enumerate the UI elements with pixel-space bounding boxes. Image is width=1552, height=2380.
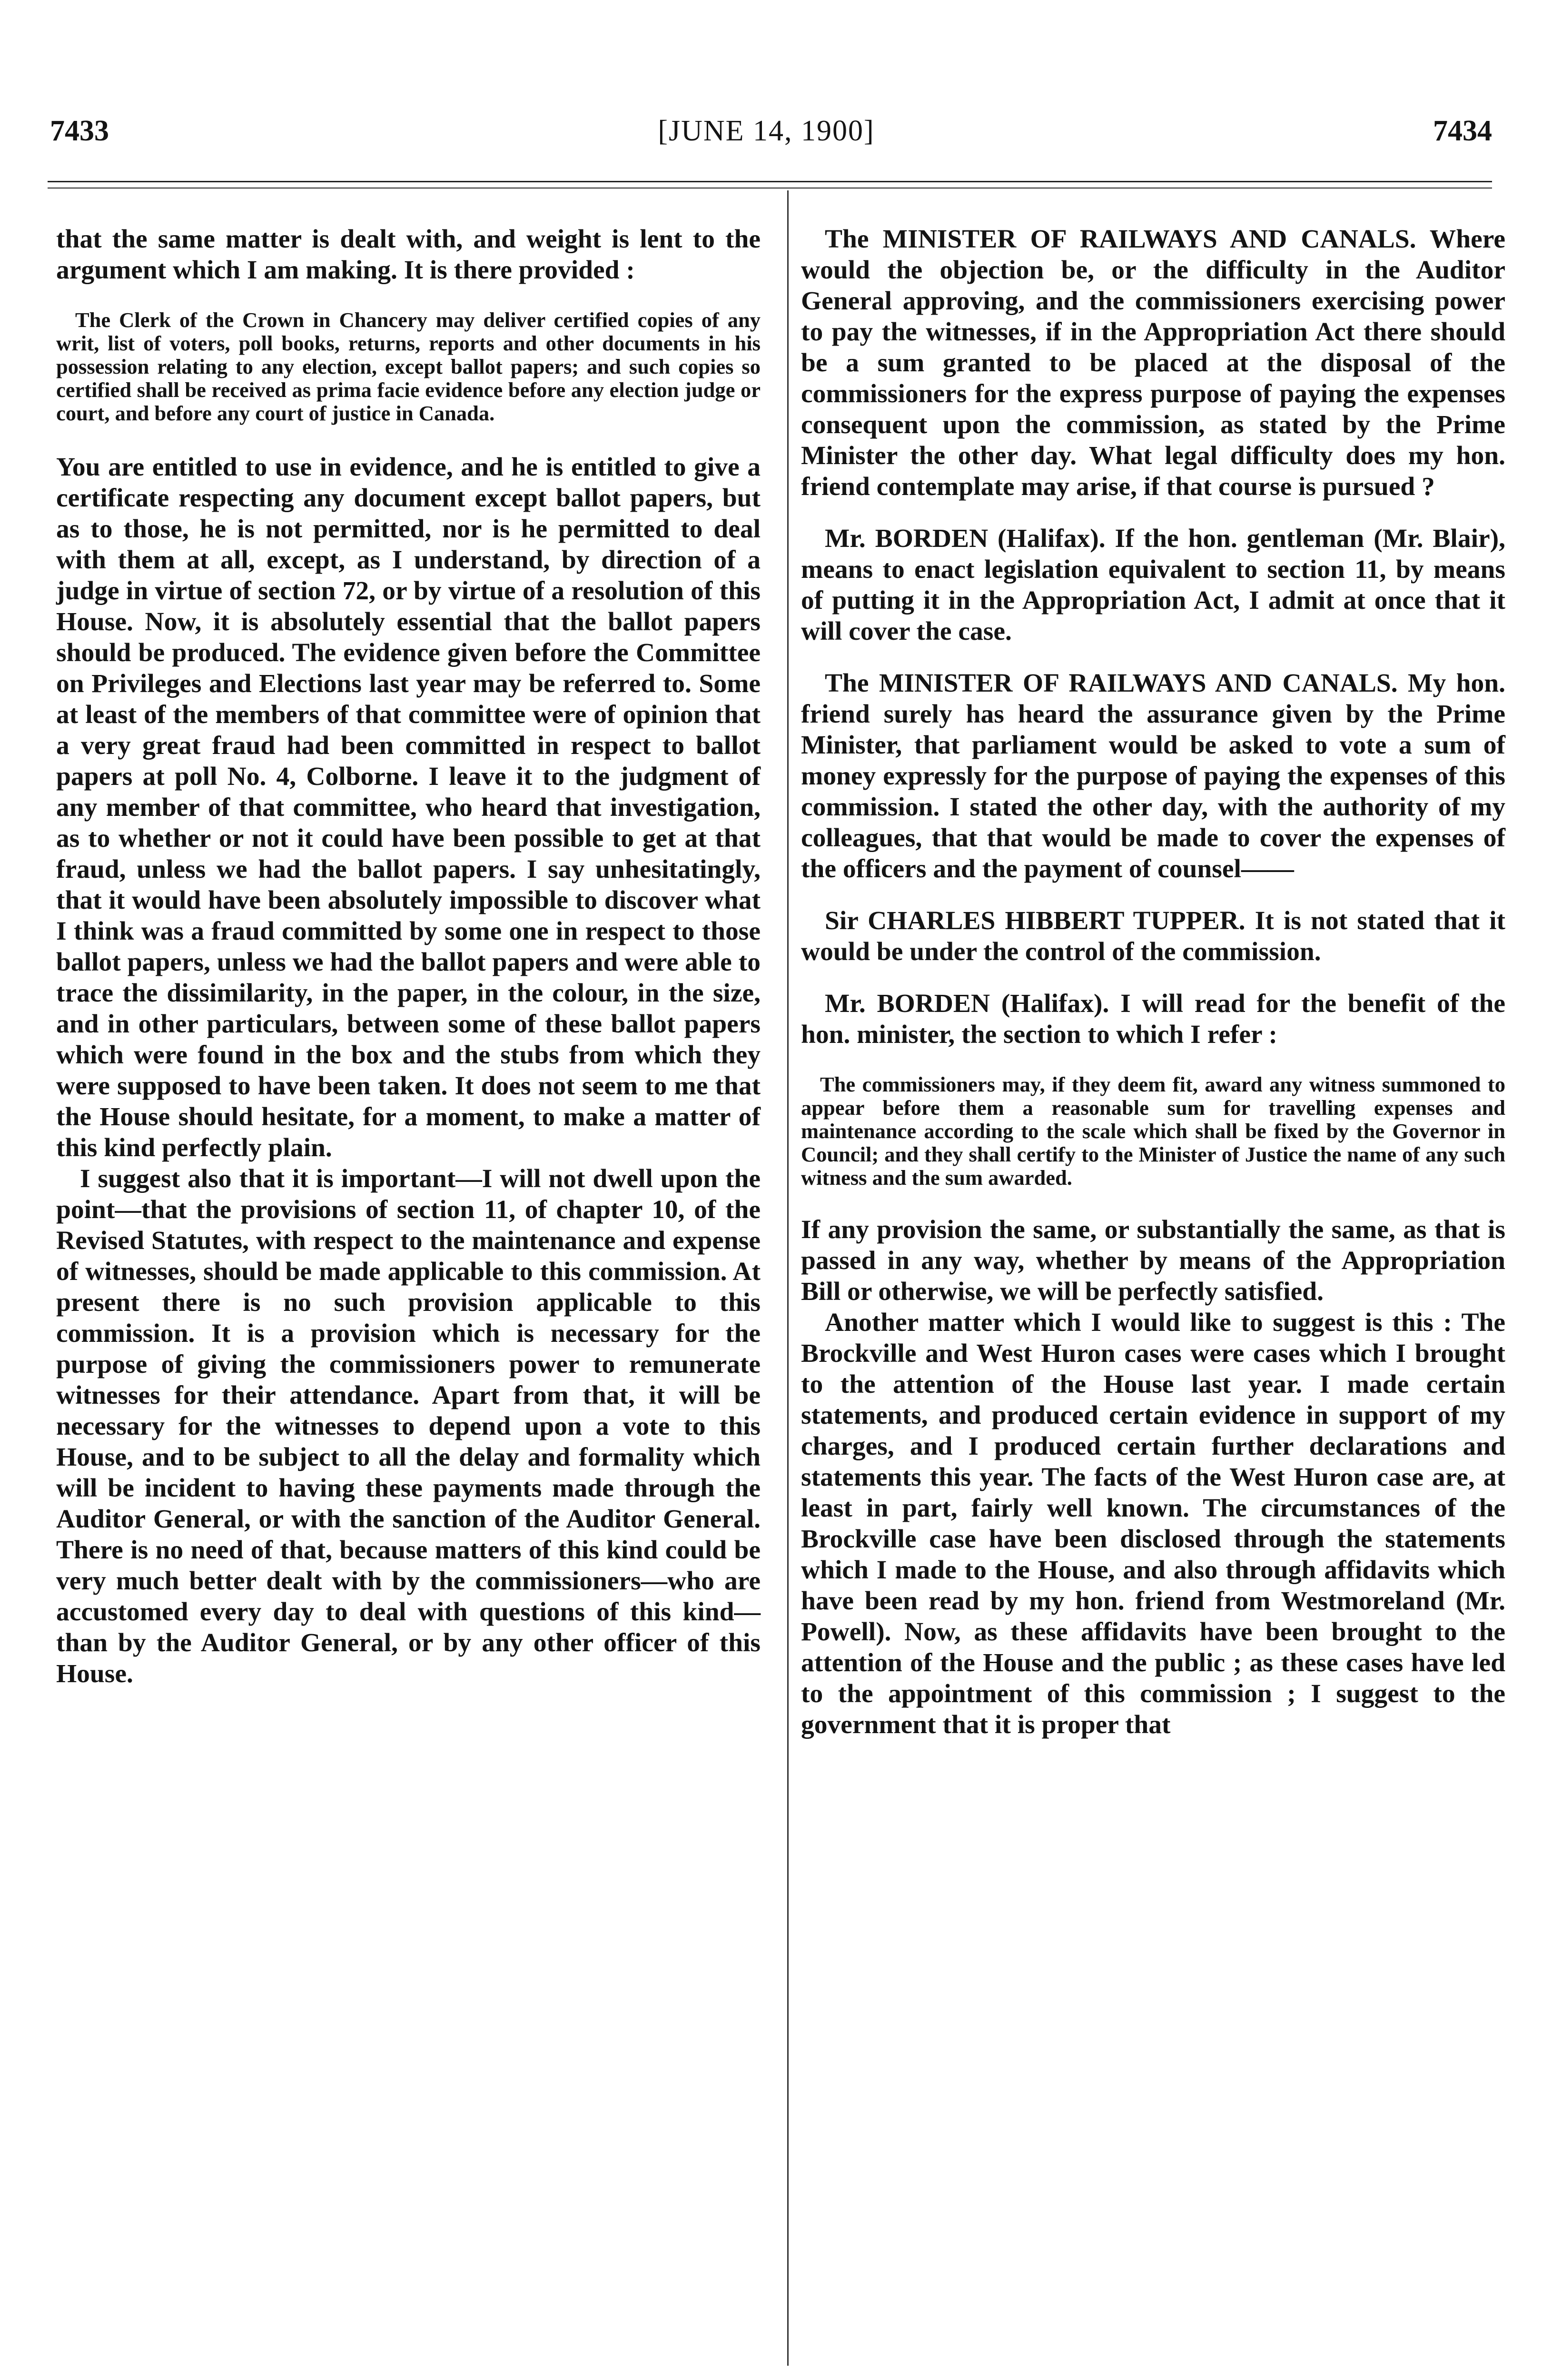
paragraph: You are entitled to use in evidence, and he is entitled to give a certificate respecting any document except ballot papers, but as to those, he is not permitted, nor is he permitted to deal with them at all, except, as I understand, by direction of a judge in virtue of section 72, or by virtue of a resolution of this House. Now, it is absolutely essential that the ballot papers should be produced. The evidence given before the Committee on Privileges and Elections last year may be referred to. Some at least of the members of that committee were of opinion that a very great fraud had been committed in respect to ballot papers at poll No. 4, Colborne. I leave it to the judgment of any member of that committee, who heard that investigation, as to whether or not it could have been possible to get at that fraud, unless we had the ballot papers. I say unhesitatingly, that it would have been absolutely impossible to discover what I think was a fraud committed by some one in respect to those ballot papers, unless we had the ballot papers and were able to trace the dissimilarity, in the paper, in the colour, in the size, and in other particulars, between some of these ballot papers which were found in the box and the stubs from which they were supposed to have been taken. It does not seem to me that the House should hesitate, for a moment, to make a matter of this kind perfectly plain. [56, 453, 761, 1162]
right-column [801, 224, 1505, 1740]
speech-minister-railways: The MINISTER OF RAILWAYS AND CANALS. My hon. friend surely has heard the assurance given by the Prime Minister, that parliament would be asked to vote a sum of money expressly for the purpose of paying the expenses of this commission. I stated the other day, with the authority of my colleagues, that that would be made to cover the expenses of the officers and the payment of counsel—— [801, 669, 1505, 883]
speech-minister-railways: The MINISTER OF RAILWAYS AND CANALS. Where would the objection be, or the difficulty in the Auditor General approving, and the commissioners exercising power to pay the witnesses, if in the Appropriation Act there should be a sum granted to be placed at the disposal of the commissioners for the express purpose of paying the expenses consequent upon the commission, as stated by the Prime Minister the other day. What legal difficulty does my hon. friend contemplate may arise, if that course is pursued ? [801, 225, 1505, 501]
left-column [56, 224, 761, 1689]
quoted-statute: The Clerk of the Crown in Chancery may deliver certified copies of any writ, list of voters, poll books, returns, reports and other documents in his possession relating to any election, except ballot papers; and such copies so certified shall be received as prima facie evidence before any election judge or court, and before any court of justice in Canada. [56, 308, 761, 425]
spacer [801, 647, 1505, 668]
header-rule-top [48, 181, 1492, 182]
paragraph: Another matter which I would like to suggest is this : The Brockville and West Huron cases were cases which I brought to the attention of the House last year. I made certain statements, and produced certain evidence in support of my charges, and I produced certain further declarations and statements this year. The facts of the West Huron case are, at least in part, fairly well known. The circumstances of the Brockville case have been disclosed through the statements which I made to the House, and also through affidavits which have been read by my hon. friend from Westmoreland (Mr. Powell). Now, as these affidavits have been brought to the attention of the House and the public ; as these cases have led to the appointment of this commission ; I suggest to the government that it is proper that [801, 1308, 1505, 1739]
paragraph: If any provision the same, or substantially the same, as that is passed in any way, whether by means of the Appropriation Bill or otherwise, we will be perfectly satisfied. [801, 1215, 1505, 1306]
paragraph: I suggest also that it is important—I will not dwell upon the point—that the provisions of section 11, of chapter 10, of the Revised Statutes, with respect to the maintenance and expense of witnesses, should be made applicable to this commission. At present there is no such provision applicable to this commission. It is a provision which is necessary for the purpose of giving the commissioners power to remunerate witnesses for their attendance. Apart from that, it will be necessary for the witnesses to depend upon a vote to this House, and to be subject to all the delay and formality which will be incident to having these payments made through the Auditor General, or with the sanction of the Auditor General. There is no need of that, because matters of this kind could be very much better dealt with by the commissioners—who are accustomed every day to deal with questions of this kind—than by the Auditor General, or by any other officer of this House. [56, 1164, 761, 1688]
spacer [56, 286, 761, 308]
speech-borden: Mr. BORDEN (Halifax). I will read for the benefit of the hon. minister, the section to which I refer : [801, 989, 1505, 1049]
page-date: [JUNE 14, 1900] [658, 115, 875, 147]
spacer [801, 1050, 1505, 1073]
spacer [801, 502, 1505, 523]
column-divider [787, 190, 789, 2366]
spacer [801, 967, 1505, 988]
right-page-number: 7434 [1433, 115, 1492, 147]
paragraph: that the same matter is dealt with, and weight is lent to the argument which I am making. It is there provided : [56, 225, 761, 285]
spacer [801, 1190, 1505, 1214]
speech-tupper: Sir CHARLES HIBBERT TUPPER. It is not stated that it would be under the control of the commission. [801, 906, 1505, 966]
quoted-statute: The commissioners may, if they deem fit, award any witness summoned to appear before them a reasonable sum for travelling expenses and maintenance according to the scale which shall be fixed by the Governor in Council; and they shall certify to the Minister of Justice the name of any such witness and the sum awarded. [801, 1072, 1505, 1190]
speech-borden: Mr. BORDEN (Halifax). If the hon. gentleman (Mr. Blair), means to enact legislation equivalent to section 11, by means of putting it in the Appropriation Act, I admit at once that it will cover the case. [801, 524, 1505, 646]
left-page-number: 7433 [50, 115, 109, 147]
page-header [40, 114, 1492, 157]
spacer [801, 884, 1505, 905]
spacer [56, 425, 761, 452]
